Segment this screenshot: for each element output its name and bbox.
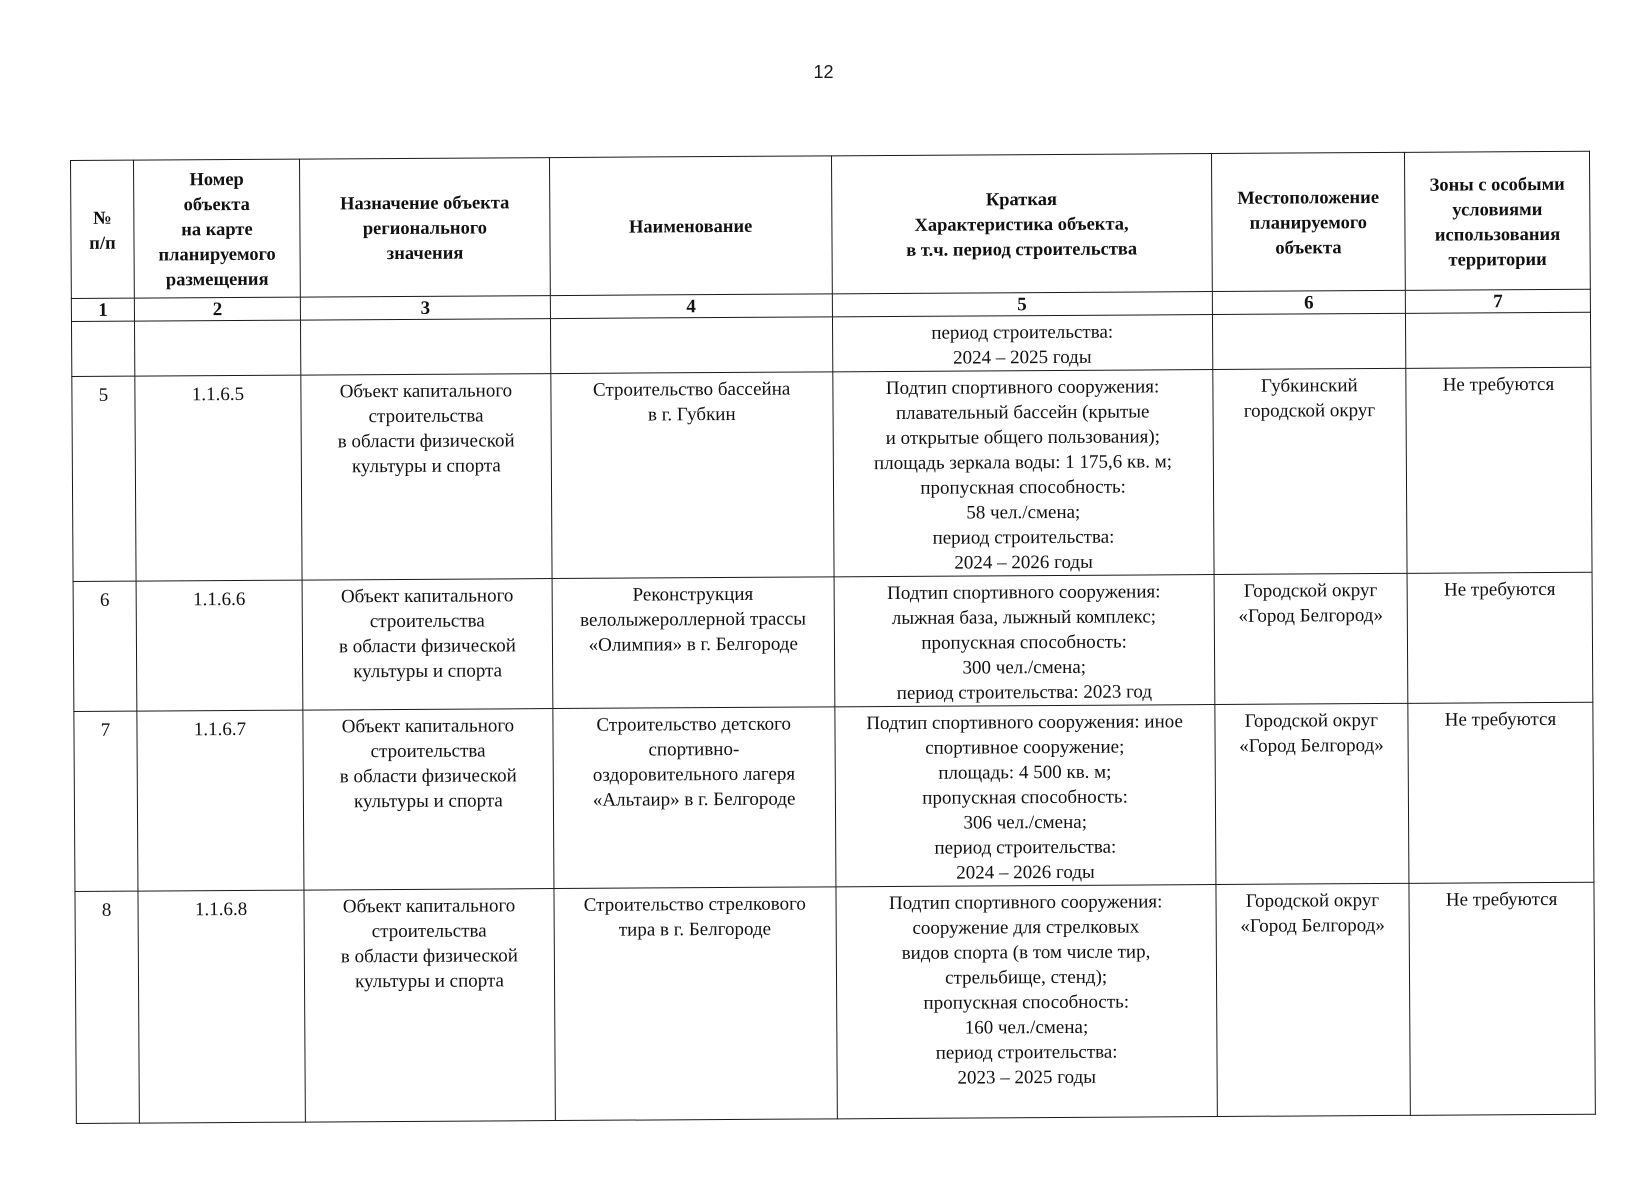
continuation-row <box>71 312 1590 376</box>
header-col-1 <box>71 160 135 298</box>
cell-line: Реконструкция <box>632 583 754 606</box>
cell-line: строительства <box>368 405 484 428</box>
header-col-6 <box>1211 152 1405 291</box>
cell-text <box>303 579 553 685</box>
cell-line: Местоположение <box>1237 188 1380 209</box>
cell-text <box>835 705 1215 886</box>
cell-line: строительства <box>371 920 487 943</box>
cell-text <box>302 187 547 267</box>
cell-line: 2024 – 2026 годы <box>956 861 1095 884</box>
object-characteristic <box>832 370 1214 577</box>
cell-line: Подтип спортивного сооружения: <box>888 891 1163 915</box>
cell-line: культуры и спорта <box>351 455 501 478</box>
cell-line: на карте <box>181 219 253 241</box>
cell-text <box>554 887 835 943</box>
header-col-5 <box>831 154 1212 294</box>
cell-line: сооружение для стрелковых <box>912 916 1140 939</box>
cell-line: пропускная способность: <box>922 786 1128 809</box>
cell-line: Городской округ <box>1244 710 1379 732</box>
object-zones <box>1408 702 1594 883</box>
cell-line: культуры и спорта <box>353 790 503 813</box>
cell-line: период строительства: <box>932 526 1115 549</box>
cell-line: период строительства: 2023 год <box>896 681 1153 704</box>
object-location <box>1213 368 1408 574</box>
cell-text <box>301 374 551 480</box>
cell-line: лыжная база, лыжный комплекс; <box>891 606 1157 629</box>
table-row <box>72 367 1592 581</box>
continuation-location-cell <box>1212 313 1406 369</box>
cell-line: в области физической <box>340 945 518 968</box>
object-characteristic <box>834 705 1215 887</box>
cell-line: п/п <box>89 233 116 254</box>
cell-line: спортивно- <box>648 738 740 761</box>
column-number: 3 <box>300 296 550 321</box>
cell-line: «Олимпия» в г. Белгороде <box>588 633 798 656</box>
object-code: 1.1.6.5 <box>135 375 302 581</box>
object-name <box>551 372 834 579</box>
object-purpose <box>302 579 553 711</box>
object-purpose <box>301 374 552 581</box>
cell-line: в области физической <box>338 635 517 658</box>
cell-line: и открытые общего пользования); <box>885 426 1161 450</box>
cell-line: значения <box>386 243 464 265</box>
column-number: 2 <box>134 297 300 321</box>
column-number: 5 <box>832 292 1212 317</box>
cell-line: Объект капитального <box>339 380 513 403</box>
column-number: 7 <box>1405 289 1590 313</box>
cell-line: плавательный бассейн (крытые <box>895 401 1150 424</box>
cell-line: «Город Белгород» <box>1240 914 1385 937</box>
cell-line: Краткая <box>985 189 1058 211</box>
cell-line: Объект капитального <box>341 715 515 738</box>
cell-text <box>1408 573 1592 603</box>
header-col-2 <box>134 159 301 298</box>
cell-line: Подтип спортивного сооружения: <box>887 581 1161 605</box>
cell-line: 160 чел./смена; <box>964 1016 1089 1039</box>
cell-line: Подтип спортивного сооружения: иное <box>866 711 1183 735</box>
cell-line: площадь: 4 500 кв. м; <box>938 761 1112 784</box>
cell-line: велолыжероллерной трассы <box>580 608 807 631</box>
cell-text <box>552 210 829 241</box>
cell-text <box>1214 182 1403 262</box>
cell-line: в т.ч. период строительства <box>906 239 1138 261</box>
continuation-zones-cell <box>1406 312 1591 368</box>
cell-line: Зоны с особыми <box>1429 174 1565 196</box>
cell-line: в г. Губкин <box>647 403 736 426</box>
cell-line: строительства <box>369 610 485 633</box>
page-number: 12 <box>813 62 834 82</box>
cell-line: культуры и спорта <box>353 660 503 683</box>
cell-line: «Город Белгород» <box>1239 734 1384 757</box>
cell-line: Строительство бассейна <box>592 378 791 401</box>
cell-line: объекта <box>183 194 250 216</box>
cell-text <box>136 164 298 294</box>
cell-line: видов спорта (в том числе тир, <box>901 941 1151 964</box>
cell-text <box>551 372 832 428</box>
cell-line: стрельбище, стенд); <box>945 966 1108 989</box>
cell-line: Наименование <box>628 216 753 238</box>
cell-line: «Альтаир» в г. Белгороде <box>592 788 796 811</box>
cell-line: Подтип спортивного сооружения: <box>885 376 1160 400</box>
object-characteristic <box>835 885 1217 1119</box>
continuation-name-cell <box>550 317 832 374</box>
cell-text <box>1408 703 1592 733</box>
cell-line: Губкинский <box>1260 375 1358 397</box>
cell-line: Характеристика объекта, <box>914 214 1129 236</box>
cell-line: 306 чел./смена; <box>963 811 1088 834</box>
cell-line: Не требуются <box>1444 708 1557 731</box>
column-number: 1 <box>71 298 134 321</box>
header-col-7 <box>1405 151 1591 290</box>
object-characteristic <box>834 575 1215 707</box>
cell-line: территории <box>1448 249 1547 271</box>
object-purpose <box>304 889 555 1123</box>
object-name <box>554 887 837 1121</box>
row-number: 8 <box>75 891 139 1123</box>
cell-line: планируемого <box>1249 213 1368 234</box>
cell-line: Не требуются <box>1443 578 1556 601</box>
cell-line: строительства <box>370 740 486 763</box>
cell-line: объекта <box>1275 238 1342 259</box>
continuation-purpose-cell <box>300 319 550 376</box>
object-code: 1.1.6.6 <box>136 580 303 711</box>
cell-line: Строительство детского <box>596 713 792 736</box>
row-number: 5 <box>72 376 136 581</box>
cell-line: Городской округ <box>1245 890 1380 912</box>
cell-line: период строительства: <box>935 1041 1118 1064</box>
cell-line: в области физической <box>337 430 515 453</box>
cell-text <box>1214 574 1407 629</box>
cell-line: пропускная способность: <box>921 631 1127 654</box>
object-zones <box>1407 572 1593 703</box>
table-row <box>75 882 1595 1123</box>
cell-line: 2023 – 2025 годы <box>957 1066 1097 1089</box>
cell-text <box>834 575 1214 706</box>
cell-line: планируемого <box>158 244 276 266</box>
objects-table <box>70 151 1596 1124</box>
cell-line: городской округ <box>1243 400 1376 422</box>
cell-line: 2024 – 2026 годы <box>954 551 1093 574</box>
object-zones <box>1406 367 1592 573</box>
header-col-3 <box>299 158 550 298</box>
cell-line: Объект капитального <box>342 895 516 918</box>
cell-line: период строительства: <box>931 321 1114 344</box>
cell-text <box>836 885 1217 1091</box>
cell-line: в области физической <box>339 765 517 788</box>
cell-text <box>834 183 1210 264</box>
cell-line: Номер <box>189 169 244 191</box>
cell-line: период строительства: <box>934 836 1117 859</box>
cell-line: 58 чел./смена; <box>966 501 1081 524</box>
object-purpose <box>303 709 554 891</box>
object-location <box>1216 883 1411 1116</box>
cell-line: оздоровительного лагеря <box>592 763 796 786</box>
cell-text <box>1407 168 1588 273</box>
object-location <box>1214 573 1408 704</box>
cell-line: Не требуются <box>1445 888 1558 911</box>
object-name <box>553 707 836 889</box>
cell-line: Не требуются <box>1442 373 1555 396</box>
cell-line: Объект капитального <box>340 585 514 608</box>
continuation-code-cell <box>135 320 301 376</box>
column-number: 6 <box>1212 290 1405 314</box>
cell-text <box>1215 704 1408 759</box>
cell-line: регионального <box>362 218 488 240</box>
cell-line: размещения <box>165 269 269 291</box>
cell-text <box>1213 369 1406 424</box>
table-row <box>73 572 1593 711</box>
cell-line: пропускная способность: <box>923 991 1130 1014</box>
row-number: 7 <box>74 711 138 891</box>
object-code: 1.1.6.8 <box>138 890 305 1123</box>
continuation-num-cell <box>71 321 134 376</box>
cell-text <box>73 202 131 256</box>
cell-line: «Город Белгород» <box>1238 604 1383 627</box>
header-col-4 <box>549 156 831 296</box>
cell-line: площадь зеркала воды: 1 175,6 кв. м; <box>873 451 1173 475</box>
object-zones <box>1409 882 1595 1115</box>
cell-text <box>1216 884 1409 939</box>
cell-line: № <box>92 208 112 229</box>
cell-line: 2024 – 2025 годы <box>953 346 1092 369</box>
cell-line: Городской округ <box>1243 580 1378 602</box>
row-number: 6 <box>73 581 137 711</box>
cell-text <box>303 709 553 815</box>
cell-line: культуры и спорта <box>355 970 504 993</box>
cell-line: тира в г. Белгороде <box>618 918 772 941</box>
object-name <box>552 577 834 709</box>
cell-line: 300 чел./смена; <box>962 656 1087 679</box>
column-number: 4 <box>550 294 832 319</box>
header-row <box>71 151 1591 298</box>
table-row <box>74 702 1594 891</box>
object-code: 1.1.6.7 <box>137 710 304 891</box>
object-location <box>1215 703 1409 884</box>
cell-text <box>833 370 1214 576</box>
cell-line: условиями <box>1452 199 1543 221</box>
cell-text <box>1406 368 1590 398</box>
continuation-characteristic-cell <box>832 315 1213 372</box>
cell-text <box>1409 883 1593 913</box>
cell-text <box>832 315 1212 371</box>
cell-text <box>304 889 554 995</box>
cell-line: использования <box>1434 224 1561 246</box>
cell-line: Назначение объекта <box>340 193 510 215</box>
cell-line: спортивное сооружение; <box>925 736 1125 759</box>
cell-line: пропускная способность: <box>920 476 1127 499</box>
cell-text <box>553 707 834 813</box>
cell-line: Строительство стрелкового <box>583 893 806 916</box>
cell-text <box>553 577 834 658</box>
